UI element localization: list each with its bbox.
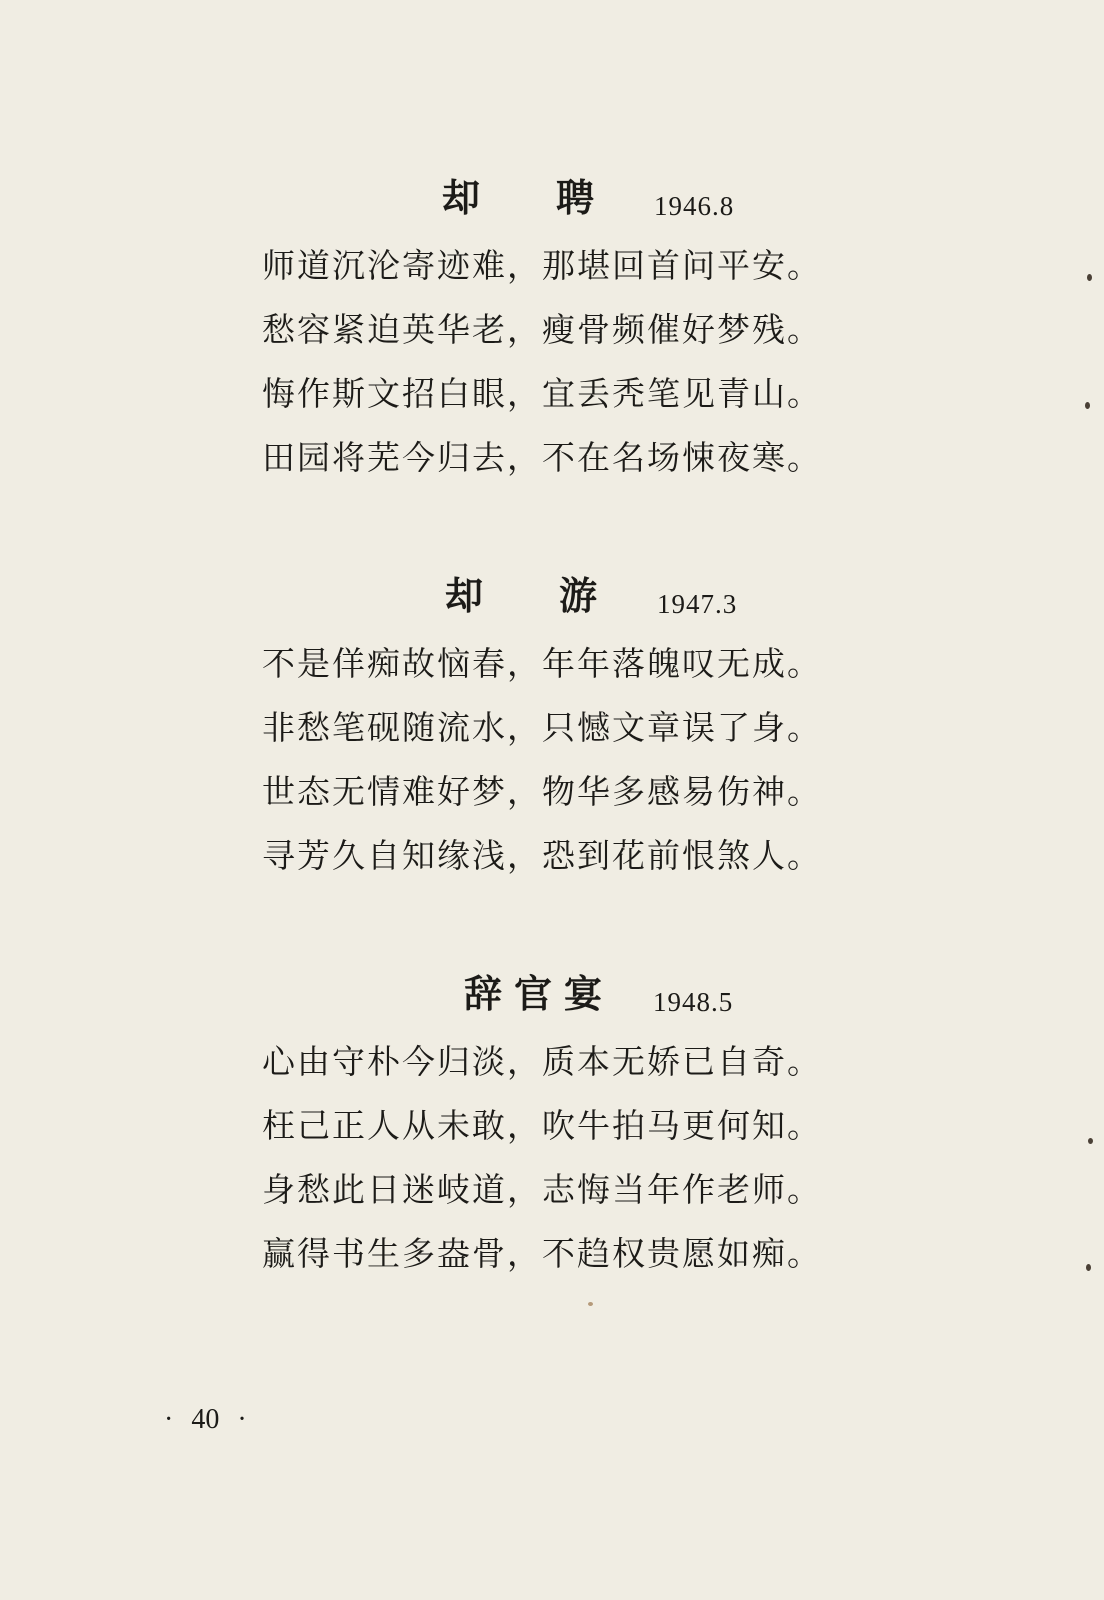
page-number: [164, 1404, 265, 1436]
poem-line: 心由守朴今归淡，质本无娇已自奇。: [262, 1042, 822, 1081]
poem-title: 辞官宴: [464, 971, 615, 1016]
scan-speck: [1087, 274, 1092, 281]
poem-line: 非愁笔砚随流水，只憾文章误了身。: [262, 708, 822, 747]
poem-line: 田园将芜今归去，不在名场悚夜寒。: [262, 438, 822, 477]
poem-1: [262, 168, 842, 490]
poem-title-row: [262, 566, 842, 626]
poem-title: 却 游: [445, 573, 598, 618]
poem-line: 师道沉沦寄迹难，那堪回首问平安。: [262, 246, 822, 285]
poem-date: 1948.5: [653, 987, 734, 1017]
poem-title: 却 聘: [442, 175, 595, 220]
poem-date: 1946.8: [654, 191, 735, 221]
scan-speck: [1085, 402, 1090, 409]
page-number-value: 40: [191, 1404, 220, 1435]
scan-speck: [1086, 1264, 1091, 1271]
scan-speck: [1088, 1138, 1093, 1144]
poem-line: 枉己正人从未敢，吹牛拍马更何知。: [262, 1106, 822, 1145]
poem-line: 赢得书生多盎骨，不趋权贵愿如痴。: [262, 1234, 822, 1273]
page-number-dot-right: ·: [237, 1404, 247, 1435]
poem-3: [262, 964, 842, 1286]
poem-title-row: [262, 964, 842, 1024]
page-number-dot-left: ·: [164, 1404, 174, 1435]
poem-date: 1947.3: [657, 589, 738, 619]
poem-line: 不是佯痴故恼春，年年落魄叹无成。: [262, 644, 822, 683]
poem-line: 身愁此日迷岐道，志悔当年作老师。: [262, 1170, 822, 1209]
poem-line: 愁容紧迫英华老，瘦骨频催好梦残。: [262, 310, 822, 349]
poem-title-row: [262, 168, 842, 228]
poem-line: 悔作斯文招白眼，宜丢秃笔见青山。: [262, 374, 822, 413]
poem-2: [262, 566, 842, 888]
scan-speck: [588, 1302, 593, 1306]
poem-line: 寻芳久自知缘浅，恐到花前恨煞人。: [262, 836, 822, 875]
poem-line: 世态无情难好梦，物华多感易伤神。: [262, 772, 822, 811]
